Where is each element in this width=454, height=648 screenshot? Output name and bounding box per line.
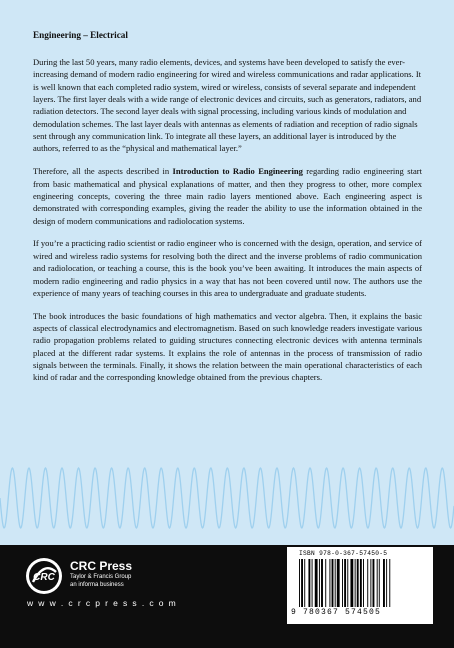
category-label: Engineering – Electrical xyxy=(33,30,128,40)
publisher-group: Taylor & Francis Group xyxy=(70,574,132,580)
barcode-bar xyxy=(360,559,362,607)
logo-text: CRC xyxy=(33,572,55,583)
barcode-bar xyxy=(377,559,378,607)
publisher-website: w w w . c r c p r e s s . c o m xyxy=(27,598,178,608)
barcode-bar xyxy=(335,559,336,607)
wave-line xyxy=(0,468,454,528)
barcode-bar xyxy=(389,559,390,607)
barcode-bar xyxy=(350,559,353,607)
barcode-bar xyxy=(383,559,385,607)
barcode-bar xyxy=(347,559,348,607)
barcode-bar xyxy=(370,559,371,607)
isbn-label: ISBN 978-0-367-57450-5 xyxy=(299,550,388,557)
barcode-bar xyxy=(329,559,330,607)
radio-wave-graphic xyxy=(0,462,454,534)
barcode-bar xyxy=(379,559,380,607)
barcode-bar xyxy=(373,559,375,607)
barcode-bar xyxy=(363,559,364,607)
paragraph-text: regarding radio engineering start from basic mathematical and physical explanations of matter, and then they progress to other, more complex engineering concepts, covering the three main radio layers mentioned above. Each engineering aspect is demonstrated with corresponding examples, giving the reader the ability to use the information obtained in the design of modern communications and radiolocation systems. xyxy=(33,166,422,226)
barcode-bar xyxy=(315,559,318,607)
barcode-bar xyxy=(299,559,300,607)
barcode-bar xyxy=(355,559,356,607)
barcode-bar xyxy=(319,559,320,607)
barcode-bar xyxy=(357,559,359,607)
footer-bar xyxy=(0,545,454,648)
publisher-name: CRC Press xyxy=(70,559,133,573)
barcode-digits: 9 780367 574505 xyxy=(291,608,382,617)
paragraph-text: Therefore, all the aspects described in xyxy=(33,166,173,177)
paragraph-book-scope xyxy=(33,165,422,227)
book-title: Introduction to Radio Engineering xyxy=(172,166,303,177)
barcode-bar xyxy=(304,559,305,607)
barcode xyxy=(287,547,433,624)
back-cover-text xyxy=(33,30,422,394)
paragraph-intro: During the last 50 years, many radio elements, devices, and systems have been developed to satisfy the ever-increasing demand of modern radio engineering for wired and wireless communications and radar applications. It is well known that each completed radio system, wired or wireless, consists of several separate and independent layers. The first layer deals with a wide range of electronic devices and circuits, such as generators, radiators, and radiation detectors. The second layer deals with signal processing, including various kinds of modulation and demodulation schemes. The last layer deals with antennas as elements of radiation and reception of radio signals sent through any communication link. To integrate all these layers, an additional layer is introduced by the authors, referred to as the “physical and mathematical layer.” xyxy=(33,57,422,154)
publisher-business: an informa business xyxy=(70,582,124,588)
barcode-bar xyxy=(342,559,343,607)
barcode-bars xyxy=(297,559,425,607)
barcode-bar xyxy=(325,559,326,607)
barcode-bar xyxy=(321,559,323,607)
barcode-bar xyxy=(337,559,340,607)
barcode-bar xyxy=(344,559,346,607)
publisher-block xyxy=(70,559,132,589)
paragraph-contents: The book introduces the basic foundations of high mathematics and vector algebra. Then, it explains the basic aspects of classical electrodynamics and electromagnetism. Based on such knowledge readers investigate various radio propagation problems related to guiding structures connecting electronic devices with antenna terminals placed at the different radar systems. It explains the role of antennas in the process of transmission of radio signals between the terminals. Finally, it shows the relation between the main operational characteristics of each kind of radar and the corresponding knowledge obtained from the previous chapters. xyxy=(33,310,422,383)
barcode-bar xyxy=(312,559,313,607)
barcode-bar xyxy=(367,559,368,607)
barcode-bar xyxy=(332,559,334,607)
barcode-bar xyxy=(386,559,387,607)
crc-logo-icon xyxy=(25,557,63,595)
paragraph-audience: If you’re a practicing radio scientist or radio engineer who is concerned with the design, operation, and service of wired and wireless radio systems for resolving both the direct and the inverse problems of radio communication and radiolocation, or teaching a course, this is the book you’ve been awaiting. It introduces the main aspects of modern radio engineering and radio physics in a way that has not been covered until now. The authors use the experience of many years of teaching courses in this area to undergraduate and graduate students. xyxy=(33,238,422,298)
barcode-bar xyxy=(308,559,310,607)
barcode-bar xyxy=(301,559,303,607)
